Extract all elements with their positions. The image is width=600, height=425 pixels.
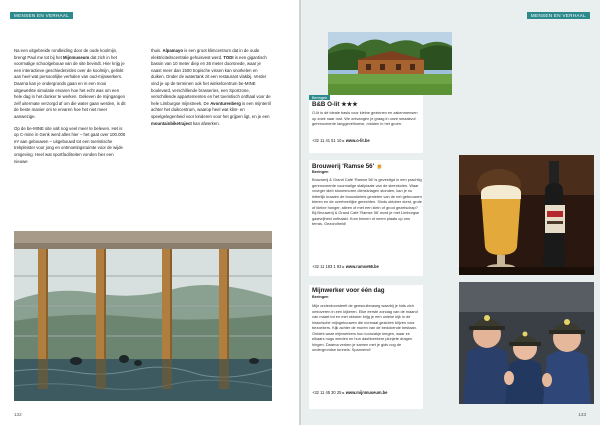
card-text: O-lit is dé ideale basis voor kleine gezinnen en zakenmensen op zoek naar rust. We ontvangen je graag in onze smaakvol gerenoveerde langgevelhoeve, midden in het groen.: [312, 110, 418, 126]
body-text: is een gigantisch bassin van 10 meter diep en 36 meter doorsnede, waar je naast meer dan 1500 tropische vissen kan snorkelen en duiken. Onder de watertank zit een restaurant vlakbij. Verder vind je op de terreinen ook het winkelcentrum be-MINE boulevard, verschillende brasseries, een Sportzone, verschillende appartementen en het toeristisch onthaal voor de hele Limburgse mijnstreek. De: [151, 54, 271, 106]
page-number: 133: [578, 412, 586, 417]
farmhouse-illustration: [328, 32, 452, 95]
section-tag: MENSEN EN VERHAAL: [527, 12, 590, 19]
card-contact: +32 11 183 1 93 ▸ www.ramse56.be: [312, 264, 379, 269]
kids-photo: [459, 282, 594, 404]
card-title: Mijnwerker voor één dag: [312, 287, 385, 294]
highlight-term: Alpamayo: [162, 48, 184, 53]
card-title: Brouwerij 'Ramse 56' 🍺: [312, 163, 384, 170]
brewery-card: [309, 160, 423, 276]
phone-number: +32 11 183 1 93: [312, 264, 342, 269]
website-link[interactable]: www.ramse56.be: [345, 264, 379, 269]
body-text: Op de be-MINE site valt nog veel meer te beleven. Het is op C-mine in Genk werd alles hier – het gaat over 100.000 m² aan gebouwen – uitgebouwd tot een toeristische trekpleister voor jong en ontmoetingsruimte voor de wijde omgeving. Heel wat sportfaciliteiten vonden hier een nieuwe: [14, 125, 126, 164]
highlight-term: Mijnmuseum: [62, 54, 90, 60]
body-text: Na een uitgebreide rondleiding door de oude koolmijn, brengt Paul me tot bij het: [14, 48, 118, 60]
body-text: kan afwerken.: [191, 120, 220, 126]
highlight-term: TODI: [223, 54, 234, 60]
card-text: Brouwerij & Grand Café 'Ramse 56' is gevestigd in een prachtig gerenoveerde voormalige stallplaats van de steenkolen. Waar vroeger dieb stoommoren dienstvlagen stonden, kan je nu letterlijk kraaien de brouwketels genieten van de net gebrouwen bieren en de overheerlijke gerechten. Sinds oktober dorst, grote of kleine honger, alleen of met een klein of groot gezelschap? Bij Brouwerij & Grand Café 'Ramse 56' word je met Limburgse gastvrijheid onthaald. Kom binnen of neem plaats op ons terras. Gezondheid!: [312, 177, 422, 226]
body-paragraph: [14, 126, 126, 166]
body-text: is een mijnterril achter het duikcentrum, waarop heel wat klim- en speelgelegenheid voor kinderen voor het grijpen ligt, en je een: [151, 100, 271, 119]
card-location: Beringen: [312, 170, 329, 174]
card-location: Beringen: [312, 295, 329, 299]
body-paragraph: [14, 48, 126, 121]
left-page: [0, 0, 299, 425]
page-number: 132: [14, 412, 22, 417]
kids-illustration: [459, 282, 594, 404]
beer-illustration: [459, 155, 594, 275]
phone-number: +32 11 45 30 25: [312, 390, 342, 395]
highlight-term: Avonturenberg: [210, 100, 241, 106]
beer-photo: [459, 155, 594, 275]
phone-number: +32 11 41 51 10: [312, 138, 342, 143]
pool-illustration: [14, 231, 272, 401]
card-contact: +32 11 41 51 10 ▸ www.o-lit.be: [312, 138, 370, 143]
highlight-term: mountainbiketraject: [151, 120, 192, 126]
body-text: thuis.: [151, 48, 163, 53]
bnb-photo: [328, 32, 452, 95]
website-link[interactable]: www.o-lit.be: [345, 138, 370, 143]
body-column-2: [151, 48, 272, 132]
body-column-1: [14, 48, 126, 170]
card-location-tag: Beringen: [309, 95, 330, 100]
body-text: is een groot klimcentrum dat in de oude elektriciteitscentrale gehuisvest werd.: [151, 48, 260, 60]
website-link[interactable]: www.mijnmuseum.be: [345, 390, 388, 395]
mineworker-card: [309, 285, 423, 409]
bnb-card: [309, 95, 423, 153]
right-page: [301, 0, 600, 425]
section-tag: MENSEN EN VERHAAL: [10, 12, 73, 19]
body-text: dat zich in het voormalige schoolgebouw van de site bevindt. Hier krijg je een interactieve geschiedenisles over de koolmijn, gelinkt aan heel wat persoonlijke verhalen van oud-mijnwerkers. Daarna kan je ondergronds gaan en in een mooi uitgewerkte simulatie ervaren hoe het echt was om een hele dag in het donker te werken. Gelieven de mijngangen zelf uitermate verzorgd af om die water gaan werden, is dit de beste manier om te ervaren hoe het niet meer aanwezige.: [14, 54, 126, 119]
pool-photo: [14, 231, 272, 401]
card-text: Mijn onderdoorsteelt de geesnuiteraseg waarbij je kids zich omtoveren in een kijkeren. Elke eerste zondag van de maand van maart tot en met oktober krijg je een unieke kijk in de historische mijngebouwen die normaal gesloten blijven voor bezoekers. Kijk achter de muren van de bedokende bestaan. Ontdek waar mijnwerkers hun loonzakje kregen, waar ze elkaars nugs werden en hun dashkeekere plunjete dragen hingen. Daarna verken je samen met je gids nog de ondergrondse tunnels. Spannend!: [312, 303, 418, 352]
card-title: B&B O-lit ★★★: [312, 101, 358, 108]
body-paragraph: [151, 48, 272, 127]
card-contact: +32 11 45 30 25 ▸ www.mijnmuseum.be: [312, 390, 388, 395]
